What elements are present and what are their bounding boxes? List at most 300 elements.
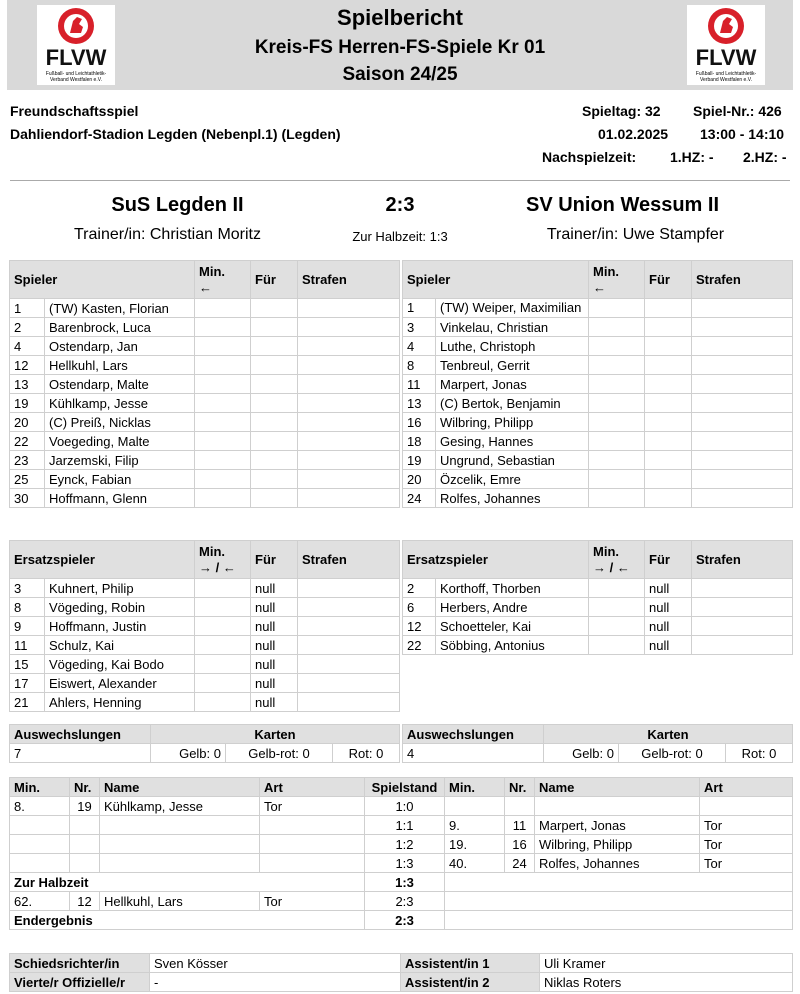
venue: Dahliendorf-Stadion Legden (Nebenpl.1) (Legden) [10,126,341,142]
col-header-spielstand: Spielstand [365,778,445,797]
goal-row [10,854,793,873]
player-name: Eynck, Fabian [45,470,195,489]
goal-player-name: Hellkuhl, Lars [100,892,260,911]
player-for [645,394,692,413]
goal-player-name: Marpert, Jonas [535,816,700,835]
table-row [403,451,793,470]
player-minute [589,375,645,394]
logo-caption: Fußball- und Leichtathletik-Verband Westfalen e.V. [45,71,107,83]
player-minute [195,394,251,413]
subs-count-header: Auswechslungen [10,725,151,744]
table-row [403,598,793,617]
final-score-cell: 2:3 [365,911,445,930]
player-penalties [692,337,793,356]
final-score: 2:3 [385,194,415,216]
goal-type: Tor [260,892,365,911]
player-name: Söbbing, Antonius [436,636,589,655]
player-number: 12 [10,356,45,375]
player-penalties [692,394,793,413]
goal-minute: 40. [445,854,505,873]
player-minute [195,413,251,432]
col-header-name: Name [535,778,700,797]
player-minute [589,636,645,655]
player-name: Vögeding, Robin [45,598,195,617]
player-number: 23 [10,451,45,470]
player-penalties [692,598,793,617]
table-row [10,674,400,693]
player-name: (TW) Kasten, Florian [45,299,195,318]
player-number: 21 [10,693,45,712]
player-name: Kühlkamp, Jesse [45,394,195,413]
table-row [403,489,793,508]
goal-player-name [100,816,260,835]
player-penalties [298,318,400,337]
player-minute [195,598,251,617]
player-name: Wilbring, Philipp [436,413,589,432]
player-minute [195,579,251,598]
player-minute [195,356,251,375]
match-time: 13:00 - 14:10 [700,126,785,142]
player-name: (C) Bertok, Benjamin [436,394,589,413]
col-header-nr: Nr. [505,778,535,797]
player-name: Ahlers, Henning [45,693,195,712]
col-header-min: Min. ← [195,261,251,299]
table-row [10,413,400,432]
goal-row [10,797,793,816]
player-penalties [298,394,400,413]
cards-header: Karten [151,725,400,744]
col-header-min: Min. ← [589,261,645,299]
goal-player-number [505,797,535,816]
col-header-ersatz: Ersatzspieler [403,541,589,579]
halftime-row [10,873,793,892]
player-for [251,470,298,489]
player-minute [195,337,251,356]
player-penalties [298,432,400,451]
officials-table [9,953,793,992]
match-date: 01.02.2025 [598,126,669,142]
player-minute [589,617,645,636]
home-team-name: SuS Legden II [111,194,244,216]
player-name: Schulz, Kai [45,636,195,655]
goal-minute [10,854,70,873]
table-row [10,451,400,470]
goal-player-number: 16 [505,835,535,854]
player-name: Tenbreul, Gerrit [436,356,589,375]
player-number: 20 [10,413,45,432]
player-number: 2 [10,318,45,337]
away-lineup-table [402,260,793,508]
player-number: 1 [403,299,436,318]
flvw-logo-right [687,5,765,85]
player-number: 6 [403,598,436,617]
player-number: 4 [403,337,436,356]
table-row [403,413,793,432]
table-row [403,617,793,636]
player-number: 2 [403,579,436,598]
player-minute [195,674,251,693]
player-for [645,337,692,356]
player-number: 16 [403,413,436,432]
player-minute [589,356,645,375]
player-number: 12 [403,617,436,636]
goal-minute [10,816,70,835]
player-minute [195,636,251,655]
player-penalties [298,489,400,508]
subs-count-header: Auswechslungen [403,725,544,744]
away-yellow-red-cards: Gelb-rot: 0 [619,744,726,763]
player-for [251,413,298,432]
goal-player-number: 24 [505,854,535,873]
player-name: Ostendarp, Malte [45,375,195,394]
player-penalties [298,413,400,432]
player-minute [589,413,645,432]
goal-player-name: Wilbring, Philipp [535,835,700,854]
competition-name: Kreis-FS Herren-FS-Spiele Kr 01 [254,37,546,58]
player-for: null [645,579,692,598]
player-number: 9 [10,617,45,636]
goal-player-name: Rolfes, Johannes [535,854,700,873]
table-row [403,356,793,375]
stoppage-first-half: 1.HZ: - [670,149,714,165]
player-penalties [298,337,400,356]
divider [10,180,790,181]
player-for: null [251,617,298,636]
goal-row [10,816,793,835]
home-cards-table [9,724,400,763]
away-subs-table [402,540,793,655]
empty-cell [445,873,793,892]
player-minute [589,489,645,508]
away-red-cards: Rot: 0 [726,744,793,763]
col-header-ersatz: Ersatzspieler [10,541,195,579]
col-header-fuer: Für [645,261,692,299]
player-minute [195,489,251,508]
match-number: Spiel-Nr.: 426 [693,103,782,119]
player-number: 22 [403,636,436,655]
goal-player-name: Kühlkamp, Jesse [100,797,260,816]
goal-type: Tor [700,816,793,835]
away-team-name: SV Union Wessum II [526,194,719,216]
goal-row [10,835,793,854]
player-name: Jarzemski, Filip [45,451,195,470]
empty-cell [445,892,793,911]
col-header-min: Min. → / ← [589,541,645,579]
col-header-strafen: Strafen [298,261,400,299]
player-name: Marpert, Jonas [436,375,589,394]
table-row [10,432,400,451]
logo-text: FLVW [695,45,757,70]
player-penalties [692,299,793,318]
goal-player-name [535,797,700,816]
table-row [403,636,793,655]
away-trainer: Trainer/in: Uwe Stampfer [546,226,725,243]
player-number: 24 [403,489,436,508]
goal-type [260,835,365,854]
player-for [251,337,298,356]
goal-type: Tor [700,854,793,873]
table-row [10,636,400,655]
player-for [645,318,692,337]
player-for [645,470,692,489]
player-minute [195,299,251,318]
player-minute [195,655,251,674]
goal-player-number: 19 [70,797,100,816]
player-for [645,432,692,451]
player-minute [589,451,645,470]
player-for: null [251,579,298,598]
player-penalties [692,451,793,470]
table-row [10,375,400,394]
running-score: 1:3 [365,854,445,873]
goals-header-row [10,778,793,797]
player-number: 18 [403,432,436,451]
player-number: 4 [10,337,45,356]
table-row [403,470,793,489]
player-name: Hoffmann, Justin [45,617,195,636]
player-name: Schoetteler, Kai [436,617,589,636]
home-yellow-red-cards: Gelb-rot: 0 [226,744,333,763]
goal-player-number [70,816,100,835]
player-penalties [298,356,400,375]
player-name: Voegeding, Malte [45,432,195,451]
goal-minute: 62. [10,892,70,911]
player-number: 17 [10,674,45,693]
player-minute [589,299,645,318]
player-minute [195,693,251,712]
player-number: 13 [10,375,45,394]
report-header [7,0,793,90]
player-name: Hellkuhl, Lars [45,356,195,375]
player-for [645,356,692,375]
table-row [403,299,793,318]
col-header-min: Min. → / ← [195,541,251,579]
table-header-row [403,261,793,299]
player-number: 15 [10,655,45,674]
halftime-score: 1:3 [365,873,445,892]
player-name: Rolfes, Johannes [436,489,589,508]
col-header-spieler: Spieler [403,261,589,299]
player-minute [589,318,645,337]
home-subs-count: 7 [10,744,151,763]
table-header-row [10,541,400,579]
final-row [10,911,793,930]
player-penalties [692,375,793,394]
player-for: null [251,693,298,712]
player-for [251,375,298,394]
final-label: Endergebnis [10,911,365,930]
goal-minute [445,797,505,816]
goal-minute: 9. [445,816,505,835]
player-penalties [298,655,400,674]
player-minute [589,598,645,617]
running-score: 1:1 [365,816,445,835]
table-row [403,318,793,337]
table-row [10,489,400,508]
stoppage-second-half: 2.HZ: - [743,149,787,165]
player-minute [195,451,251,470]
player-for [251,299,298,318]
player-number: 11 [10,636,45,655]
goal-type: Tor [700,835,793,854]
player-for: null [645,617,692,636]
col-header-nr: Nr. [70,778,100,797]
running-score: 1:0 [365,797,445,816]
table-row [10,693,400,712]
player-penalties [298,674,400,693]
player-name: Barenbrock, Luca [45,318,195,337]
player-for [251,394,298,413]
player-penalties [298,617,400,636]
table-row [10,318,400,337]
goal-minute: 19. [445,835,505,854]
table-header-row [10,261,400,299]
player-number: 8 [403,356,436,375]
player-name: Kuhnert, Philip [45,579,195,598]
player-for: null [645,636,692,655]
table-row [10,617,400,636]
player-name: Vinkelau, Christian [436,318,589,337]
player-for [645,451,692,470]
player-penalties [298,579,400,598]
player-minute [195,617,251,636]
goal-type [260,816,365,835]
player-number: 11 [403,375,436,394]
halftime-score: Zur Halbzeit: 1:3 [352,229,448,244]
player-name: Özcelik, Emre [436,470,589,489]
player-for [251,451,298,470]
home-trainer: Trainer/in: Christian Moritz [73,226,261,243]
player-penalties [298,470,400,489]
col-header-name: Name [100,778,260,797]
assistant1-name: Uli Kramer [540,954,793,973]
player-penalties [692,318,793,337]
player-number: 1 [10,299,45,318]
col-header-min: Min. [445,778,505,797]
player-minute [195,470,251,489]
goal-minute [10,835,70,854]
player-minute [589,579,645,598]
table-row [10,394,400,413]
player-for: null [251,598,298,617]
running-score: 1:2 [365,835,445,854]
empty-cell [445,911,793,930]
player-number: 19 [403,451,436,470]
player-name: Hoffmann, Glenn [45,489,195,508]
player-number: 8 [10,598,45,617]
player-for [251,489,298,508]
season-label: Saison 24/25 [342,64,458,85]
player-penalties [298,636,400,655]
logo-caption: Fußball- und Leichtathletik-Verband Westfalen e.V. [695,71,757,83]
player-for [645,489,692,508]
table-row [403,432,793,451]
player-penalties [692,356,793,375]
col-header-strafen: Strafen [692,541,793,579]
home-red-cards: Rot: 0 [333,744,400,763]
player-minute [195,375,251,394]
player-name: Eiswert, Alexander [45,674,195,693]
col-header-art: Art [260,778,365,797]
away-subs-count: 4 [403,744,544,763]
player-name: Ungrund, Sebastian [436,451,589,470]
goal-type [260,854,365,873]
stoppage-label: Nachspielzeit: [542,149,637,165]
assistant2-name: Niklas Roters [540,973,793,992]
table-row [10,356,400,375]
player-penalties [692,579,793,598]
player-penalties [298,299,400,318]
goal-player-name [100,854,260,873]
player-number: 13 [403,394,436,413]
player-for: null [251,636,298,655]
assistant2-label: Assistent/in 2 [401,973,540,992]
home-yellow-cards: Gelb: 0 [151,744,226,763]
goal-minute: 8. [10,797,70,816]
report-title: Spielbericht [337,5,463,30]
matchday: Spieltag: 32 [582,103,661,119]
cards-header: Karten [544,725,793,744]
player-name: Korthoff, Thorben [436,579,589,598]
away-yellow-cards: Gelb: 0 [544,744,619,763]
col-header-strafen: Strafen [692,261,793,299]
table-header-row [403,541,793,579]
logo-text: FLVW [45,45,107,70]
match-type: Freundschaftsspiel [10,103,139,119]
table-row [10,470,400,489]
player-for [645,299,692,318]
home-lineup-table [9,260,400,508]
goal-type: Tor [260,797,365,816]
col-header-fuer: Für [251,261,298,299]
player-name: (C) Preiß, Nicklas [45,413,195,432]
player-number: 19 [10,394,45,413]
goal-player-name [100,835,260,854]
table-row [403,337,793,356]
table-row [403,394,793,413]
col-header-fuer: Für [251,541,298,579]
running-score: 2:3 [365,892,445,911]
table-row [10,655,400,674]
table-row [10,299,400,318]
table-row [10,579,400,598]
player-penalties [692,489,793,508]
player-penalties [692,413,793,432]
player-penalties [692,617,793,636]
player-number: 30 [10,489,45,508]
player-penalties [692,636,793,655]
player-penalties [298,693,400,712]
player-penalties [298,598,400,617]
assistant1-label: Assistent/in 1 [401,954,540,973]
table-row [403,579,793,598]
home-subs-table [9,540,400,712]
player-minute [195,432,251,451]
col-header-art: Art [700,778,793,797]
referee-name: Sven Kösser [150,954,401,973]
player-minute [589,432,645,451]
player-name: Ostendarp, Jan [45,337,195,356]
player-for: null [251,655,298,674]
player-number: 25 [10,470,45,489]
player-penalties [298,451,400,470]
goal-player-number: 11 [505,816,535,835]
player-minute [589,337,645,356]
flvw-logo-icon [687,5,765,71]
player-name: Gesing, Hannes [436,432,589,451]
col-header-spieler: Spieler [10,261,195,299]
col-header-min: Min. [10,778,70,797]
